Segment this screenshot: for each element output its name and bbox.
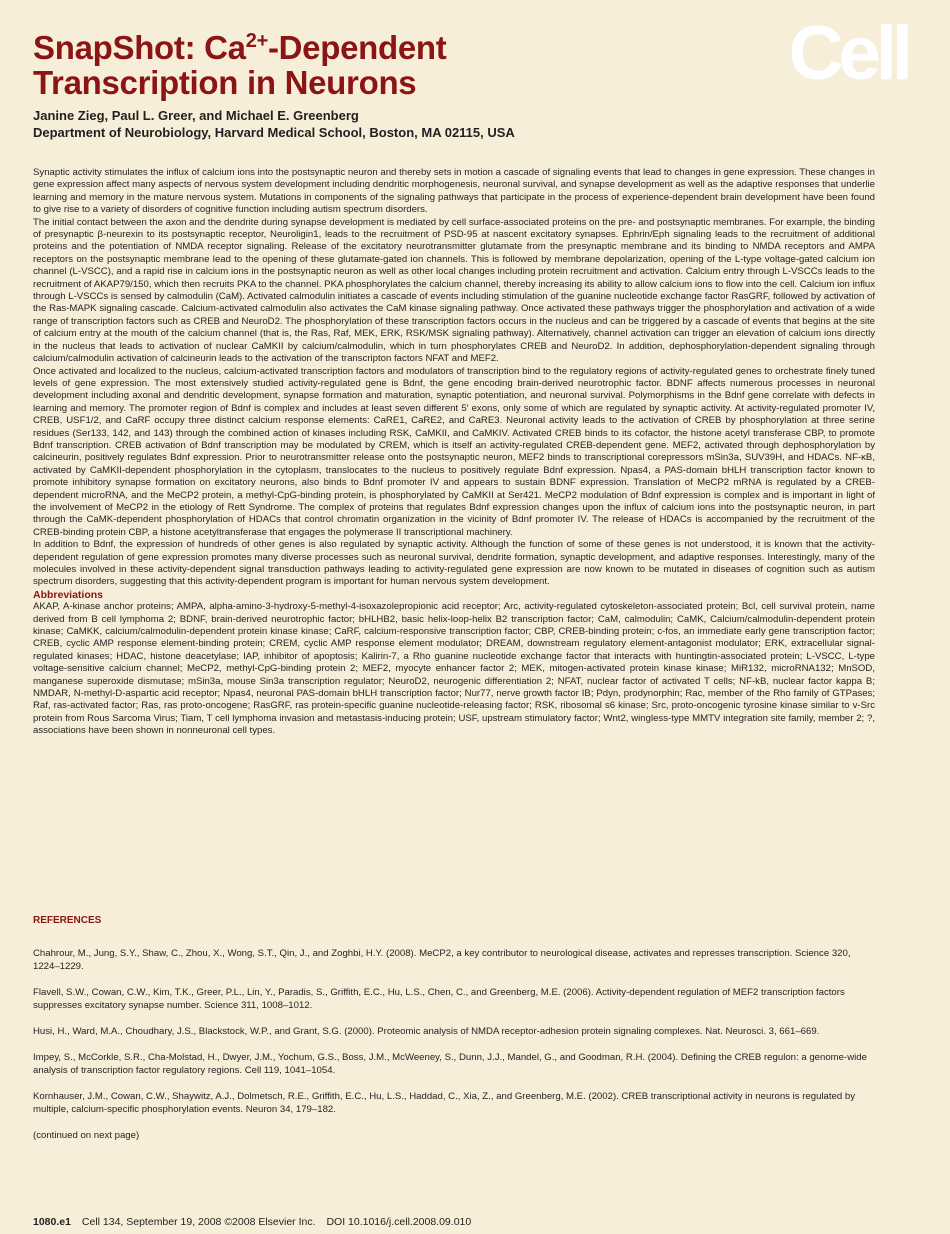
reference-item: Chahrour, M., Jung, S.Y., Shaw, C., Zhou, X., Wong, S.T., Qin, J., and Zoghbi, H.Y. (2008). MeCP2, a key contributor to neurological disease, activates and represses transcription. Science 320, 1224–1229. xyxy=(33,948,851,972)
references-heading: REFERENCES xyxy=(33,915,102,926)
page-title xyxy=(33,30,673,100)
reference-item: Flavell, S.W., Cowan, C.W., Kim, T.K., Greer, P.L., Lin, Y., Paradis, S., Griffith, E.C., Hu, L.S., Chen, C., and Greenberg, M.E. (2006). Activity-dependent regulation of MEF2 transcription factors suppresses excitatory synapse number. Science 311, 1008–1012. xyxy=(33,987,845,1011)
paragraph-synapse: The initial contact between the axon and the dendrite during synapse development is mediated by cell surface-associated proteins on the pre- and postsynaptic membranes. For example, the binding of presynaptic β-neurexin to its postsynaptic receptor, Neuroligin1, leads to the recruitment of PSD-95 at nascent excitatory synapses. Ephrin/Eph signaling leads to the recruitment of additional proteins and the potentiation of NMDA receptor signaling. Release of the excitatory neurotransmitter glutamate from the presynaptic membrane and its binding to NMDA receptors and AMPA receptors on the postsynaptic membrane lead to the opening of these glutamate-gated ion channels. This is followed by membrane depolarization, opening of the L-type voltage-gated calcium ion channel (L-VSCC), and a rapid rise in calcium ions in the postsynaptic neuron as well as other local changes including protein recruitment and activation. Calcium entry through L-VSCCs leads to the recruitment of AKAP79/150, which then recruits PKA to the channel. PKA phosphorylates the calcium channel, thereby increasing its ability to allow calcium ions to flow into the cell. Calcium ion influx through L-VSCCs is sensed by calmodulin (CaM). Activated calmodulin initiates a cascade of events including stimulation of the guanine nucleotide exchange factor RasGRF, followed by activation of the Ras-MAPK signaling cascade. Calcium-activated calmodulin also activates the CaM kinase signaling pathway. Once activated these pathways trigger the phosphorylation and activation of a wide range of transcription factors such as CREB and NeuroD2. The phosphorylation of these transcription factors occurs in the nucleus and can be triggered by a cascade of events that begins at the site of calcium entry at the mouth of the calcium channel (that is, the Ras, Raf, MEK, ERK, RSK/MSK signaling pathway). Alternatively, channel activation can trigger an elevation of calcium ions directly in the nucleus that leads to activation of nuclear CaMKII by calcium/calmodulin, which in turn phosphorylates CREB and NeuroD2. In addition, dephosphorylation-dependent signaling through calcium/calmodulin activation of calcineurin leads to the activation of the transcripton factors NFAT and MEF2. xyxy=(33,216,875,365)
reference-item: Husi, H., Ward, M.A., Choudhary, J.S., Blackstock, W.P., and Grant, S.G. (2000). Proteomic analysis of NMDA receptor-adhesion protein signaling complexes. Nat. Neurosci. 3, 661–669. xyxy=(33,1026,820,1037)
reference-item: Kornhauser, J.M., Cowan, C.W., Shaywitz, A.J., Dolmetsch, R.E., Griffith, E.C., Hu, L.S., Haddad, C., Xia, Z., and Greenberg, M.E. (2002). CREB transcriptional activity in neurons is regulated by multiple, calcium-specific phosphorylation events. Neuron 34, 179–182. xyxy=(33,1091,856,1115)
doi: DOI 10.1016/j.cell.2008.09.010 xyxy=(326,1216,472,1228)
cell-logo: Cell xyxy=(788,11,908,96)
journal-citation: Cell 134, September 19, 2008 ©2008 Elsevier Inc. xyxy=(81,1216,316,1228)
title-line1: SnapShot: Ca xyxy=(33,29,246,66)
abbreviations-heading: Abbreviations xyxy=(33,588,104,601)
page-number: 1080.e1 xyxy=(33,1216,71,1228)
affiliation: Department of Neurobiology, Harvard Medical School, Boston, MA 02115, USA xyxy=(33,125,515,140)
authors: Janine Zieg, Paul L. Greer, and Michael E. Greenberg xyxy=(33,108,359,123)
page-footer xyxy=(33,1216,479,1228)
title-superscript: 2+ xyxy=(245,30,268,52)
paragraph-intro: Synaptic activity stimulates the influx of calcium ions into the postsynaptic neuron and thereby sets in motion a cascade of signaling events that lead to changes in gene expression. These changes in gene expression affect many aspects of nervous system development including dendritic morphogenesis, neuronal survival, and synapse development as well as the adaptive responses that underlie learning and memory in the mature nervous system. Mutations in components of the signaling pathways that participate in the process of experience-dependent brain development have been found to give rise to a variety of disorders of cognitive function including autism spectrum disorders. xyxy=(33,167,875,216)
title-line2: Transcription in Neurons xyxy=(33,64,417,101)
references-list xyxy=(33,947,875,1155)
title-block xyxy=(33,30,673,141)
body-text xyxy=(33,167,875,738)
paragraph-other-genes: In addition to Bdnf, the expression of hundreds of other genes is also regulated by synaptic activity. Although the function of some of these genes is not understood, it is known that the activity-dependent regulation of gene expression promotes many diverse processes such as neuronal survival, dendrite formation, synaptic development, and adaptive responses. Interestingly, many of the molecules involved in these activity-dependent signal transduction pathways leading to activity-regulated gene expression are now known to be mutated in diseases of cognition such as autism spectrum disorders, suggesting that this activity-dependent program is important for human nervous system development. xyxy=(33,539,875,588)
reference-item: Impey, S., McCorkle, S.R., Cha-Molstad, H., Dwyer, J.M., Yochum, G.S., Boss, J.M., McWeeney, S., Dunn, J.J., Mandel, G., and Goodman, R.H. (2004). Defining the CREB regulon: a genome-wide analysis of transcription factor regulatory regions. Cell 119, 1041–1054. xyxy=(33,1052,867,1076)
paragraph-bdnf: Once activated and localized to the nucleus, calcium-activated transcription factors and modulators of transcription bind to the regulatory regions of activity-regulated genes to orchestrate finely tuned levels of gene expression. The most extensively studied activity-regulated gene is Bdnf, the gene encoding brain-derived neurotrophic factor. BDNF affects numerous processes in neuronal development including axonal and dendritic development, synapse formation and maturation, synaptic potentiation, and neuronal survival. Polymorphisms in the Bdnf gene correlate with defects in learning and memory. The promoter region of Bdnf is complex and includes at least seven different 5′ exons, only some of which are regulated by synaptic activity. At activity-regulated promoter IV, CREB, USF1/2, and CaRF occupy three distinct calcium response elements: CaRE1, CaRE2, and CaRE3. Neuronal activity leads to the activation of CREB by phosphorylation at three serine residues (Ser133, 142, and 143) through the combined action of kinases including RSK, CaMKII, and CaMKIV. Activated CREB binds to its cofactor, the histone acetyl transferase CBP, to promote Bdnf transcription. CREB activation of Bdnf transcription may be modulated by CREM, which is itself an activity-regulated CREB-dependent gene. MEF2, activated through dephosphorylation by calcineurin, positively regulates Bdnf expression. Prior to neurotransmitter release onto the postsynaptic neuron, MEF2 binds to transcriptional corepressors mSin3a, SUV39H, and HDACs. NF-κB, activated by CaMKII-dependent phosphorylation in the cytoplasm, translocates to the nucleus to positively regulate Bdnf expression. Npas4, a PAS-domain bHLH transcription factor known to promote inhibitory synapse formation on excitatory neurons, also binds to Bdnf promoter IV and appears to sustain BDNF expression. Translation of MeCP2 mRNA is regulated by a CREB-dependent microRNA, and the MeCP2 protein, a methyl-CpG-binding protein, is phosphorylated by CaMKII at Ser421. MeCP2 modulation of Bdnf expression is complex and is important in light of the involvement of MeCP2 in the etiology of Rett Syndrome. The complex of proteins that regulates Bdnf expression changes upon the influx of calcium ions into the postsynaptic neuron, in part through the CaMK-dependent phosphorylation of HDACs that control chromatin organization in the vicinity of Bdnf promoter IV. The release of HDACs is accompanied by the recruitment of the CREB-binding protein CBP, a histone acetyltransferase that engages the polymerase II transcriptional machinery. xyxy=(33,365,875,538)
continued-note: (continued on next page) xyxy=(33,1130,140,1141)
authors-block xyxy=(33,107,673,141)
abbreviations-text: AKAP, A-kinase anchor proteins; AMPA, alpha-amino-3-hydroxy-5-methyl-4-isoxazolepropionic acid receptor; Arc, activity-regulated cytoskeleton-associated protein; Bcl, cell survival protein, name derived from B cell lymphoma 2; BDNF, brain-derived neurotrophic factor; bHLHB2, basic helix-loop-helix B2 transcription factor; CaM, calmodulin; CaMK, Calcium/calmodulin-dependent protein kinase; CaMKK, calcium/calmodulin-dependent protein kinase kinase; CaRF, calcium-responsive transcription factor; CBP, CREB-binding protein; c-fos, an immediate early gene transcription factor; CREB, cyclic AMP response element-binding protein; CREM, cyclic AMP response element modulator; DREAM, downstream regulatory element-antagonist modulator; ERK, extracellular signal-regulated kinases; HDAC, histone deacetylase; IAP, inhibitor of apoptosis; Kalirin-7, a Rho guanine nucleotide exchange factor that interacts with huntingtin-associated protein; L-VSCC, L-type voltage-sensitive calcium channel; MeCP2, methyl-CpG-binding protein 2; MEF2, myocyte enhancer factor 2; MEK, mitogen-activated protein kinase kinase; MiR132, microRNA132; MnSOD, manganese superoxide dismutase; mSin3a, mouse Sin3a transcription regulator; NeuroD2, neurogenic differentiation 2; NFAT, nuclear factor of activated T cells; NF-kB, nuclear factor kappa B; NMDAR, N-methyl-D-aspartic acid receptor; Npas4, neuronal PAS-domain bHLH transcription factor; Nur77, nerve growth factor IB; Pdyn, prodynorphin; Rac, member of the Rho family of GTPases; Raf, ras-activated factor; Ras, ras proto-oncogene; RasGRF, ras protein-specific guanine nucleotide-releasing factor; RSK, ribosomal s6 kinase; Src, proto-oncogenic tyrosine kinase similar to v-Src protein from Rous Sarcoma Virus; Tiam, T cell lymphoma invasion and metastasis-inducing protein; USF, upstream stimulatory factor; Wnt2, wingless-type MMTV integration site family, member 2; ?, associations have been shown in nonneuronal cell types. xyxy=(33,601,875,737)
title-line1-end: -Dependent xyxy=(267,29,447,66)
